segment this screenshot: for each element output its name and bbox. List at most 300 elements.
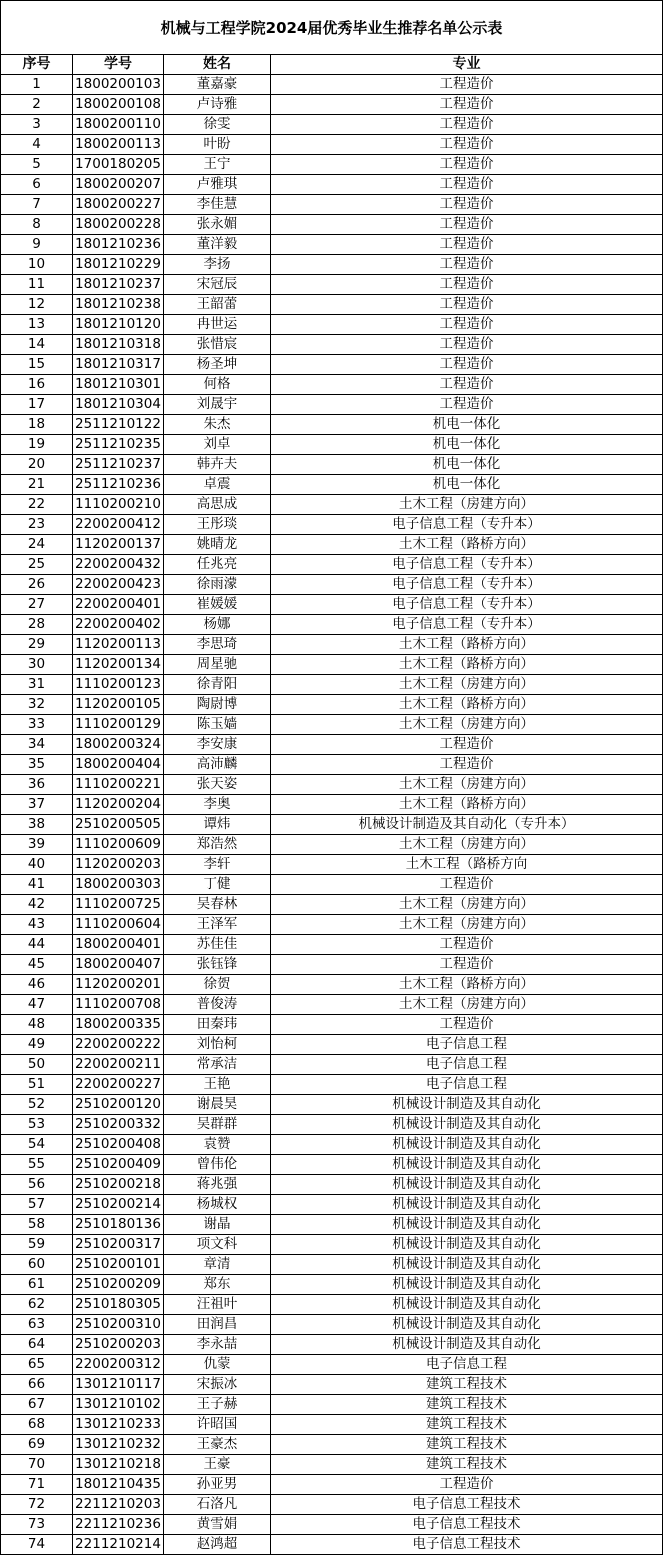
cell-major: 土木工程（路桥方向）: [271, 795, 663, 815]
cell-name: 高沛麟: [164, 755, 271, 775]
cell-student-id: 1801210301: [73, 375, 164, 395]
cell-student-id: 1800200110: [73, 115, 164, 135]
cell-index: 8: [1, 215, 73, 235]
cell-student-id: 1301210232: [73, 1435, 164, 1455]
cell-index: 46: [1, 975, 73, 995]
table-row: [1, 955, 663, 975]
cell-index: 54: [1, 1135, 73, 1155]
cell-major: 电子信息工程技术: [271, 1535, 663, 1555]
cell-major: 工程造价: [271, 275, 663, 295]
cell-index: 6: [1, 175, 73, 195]
cell-name: 冉世运: [164, 315, 271, 335]
cell-major: 土木工程（路桥方向）: [271, 655, 663, 675]
table-row: [1, 855, 663, 875]
cell-index: 4: [1, 135, 73, 155]
cell-name: 陶尉博: [164, 695, 271, 715]
table-row: [1, 535, 663, 555]
table-row: [1, 1015, 663, 1035]
cell-major: 机械设计制造及其自动化: [271, 1135, 663, 1155]
table-row: [1, 975, 663, 995]
cell-name: 谭炜: [164, 815, 271, 835]
cell-index: 5: [1, 155, 73, 175]
cell-name: 张惜宸: [164, 335, 271, 355]
cell-student-id: 1120200201: [73, 975, 164, 995]
cell-major: 机械设计制造及其自动化: [271, 1215, 663, 1235]
cell-name: 王泽军: [164, 915, 271, 935]
cell-name: 田润昌: [164, 1315, 271, 1335]
table-row: [1, 1235, 663, 1255]
header-row: [1, 55, 663, 75]
cell-student-id: 1800200404: [73, 755, 164, 775]
cell-index: 53: [1, 1115, 73, 1135]
table-row: [1, 1075, 663, 1095]
cell-name: 张天姿: [164, 775, 271, 795]
cell-student-id: 2510200409: [73, 1155, 164, 1175]
cell-index: 35: [1, 755, 73, 775]
table-row: [1, 1035, 663, 1055]
table-row: [1, 175, 663, 195]
cell-student-id: 1110200708: [73, 995, 164, 1015]
cell-name: 宋冠辰: [164, 275, 271, 295]
cell-name: 韩卉夫: [164, 455, 271, 475]
cell-index: 65: [1, 1355, 73, 1375]
cell-major: 机械设计制造及其自动化: [271, 1275, 663, 1295]
cell-student-id: 1301210218: [73, 1455, 164, 1475]
cell-student-id: 1800200108: [73, 95, 164, 115]
table-row: [1, 1335, 663, 1355]
cell-student-id: 2510200505: [73, 815, 164, 835]
cell-name: 杨城权: [164, 1195, 271, 1215]
cell-student-id: 1801210435: [73, 1475, 164, 1495]
cell-name: 黄雪娟: [164, 1515, 271, 1535]
table-row: [1, 275, 663, 295]
cell-index: 32: [1, 695, 73, 715]
cell-student-id: 2510200218: [73, 1175, 164, 1195]
table-row: [1, 1375, 663, 1395]
cell-student-id: 2211210236: [73, 1515, 164, 1535]
cell-index: 56: [1, 1175, 73, 1195]
cell-index: 55: [1, 1155, 73, 1175]
table-row: [1, 815, 663, 835]
cell-index: 68: [1, 1415, 73, 1435]
cell-student-id: 1301210117: [73, 1375, 164, 1395]
cell-name: 王韶蕾: [164, 295, 271, 315]
table-row: [1, 135, 663, 155]
cell-major: 电子信息工程: [271, 1035, 663, 1055]
cell-name: 田秦玮: [164, 1015, 271, 1035]
column-header-student-id: 学号: [73, 55, 164, 75]
cell-major: 建筑工程技术: [271, 1375, 663, 1395]
title-row: [1, 1, 663, 55]
cell-name: 徐青阳: [164, 675, 271, 695]
table-row: [1, 995, 663, 1015]
cell-name: 李佳慧: [164, 195, 271, 215]
cell-major: 机械设计制造及其自动化: [271, 1195, 663, 1215]
table-row: [1, 255, 663, 275]
cell-student-id: 1110200210: [73, 495, 164, 515]
cell-major: 机械设计制造及其自动化（专升本）: [271, 815, 663, 835]
cell-index: 58: [1, 1215, 73, 1235]
cell-index: 73: [1, 1515, 73, 1535]
cell-major: 电子信息工程（专升本）: [271, 615, 663, 635]
table-row: [1, 755, 663, 775]
column-header-index: 序号: [1, 55, 73, 75]
table-row: [1, 1355, 663, 1375]
cell-student-id: 2511210122: [73, 415, 164, 435]
table-row: [1, 575, 663, 595]
cell-major: 机械设计制造及其自动化: [271, 1255, 663, 1275]
cell-major: 建筑工程技术: [271, 1395, 663, 1415]
cell-name: 叶盼: [164, 135, 271, 155]
cell-name: 王彤琰: [164, 515, 271, 535]
cell-major: 工程造价: [271, 135, 663, 155]
cell-name: 王宁: [164, 155, 271, 175]
cell-name: 丁健: [164, 875, 271, 895]
cell-student-id: 1801210317: [73, 355, 164, 375]
cell-index: 23: [1, 515, 73, 535]
cell-name: 卓震: [164, 475, 271, 495]
cell-major: 工程造价: [271, 375, 663, 395]
cell-index: 27: [1, 595, 73, 615]
cell-major: 建筑工程技术: [271, 1415, 663, 1435]
cell-major: 工程造价: [271, 395, 663, 415]
cell-major: 土木工程（路桥方向）: [271, 695, 663, 715]
cell-major: 工程造价: [271, 1015, 663, 1035]
cell-name: 徐贺: [164, 975, 271, 995]
cell-name: 周星驰: [164, 655, 271, 675]
cell-index: 71: [1, 1475, 73, 1495]
cell-major: 土木工程（房建方向）: [271, 775, 663, 795]
cell-index: 24: [1, 535, 73, 555]
table-row: [1, 635, 663, 655]
table-row: [1, 215, 663, 235]
table-row: [1, 835, 663, 855]
column-header-name: 姓名: [164, 55, 271, 75]
cell-major: 土木工程（路桥方向）: [271, 635, 663, 655]
cell-index: 44: [1, 935, 73, 955]
cell-index: 25: [1, 555, 73, 575]
cell-name: 李奥: [164, 795, 271, 815]
cell-student-id: 1800200228: [73, 215, 164, 235]
table-row: [1, 595, 663, 615]
cell-name: 李永喆: [164, 1335, 271, 1355]
cell-index: 16: [1, 375, 73, 395]
cell-student-id: 2511210235: [73, 435, 164, 455]
cell-name: 郑东: [164, 1275, 271, 1295]
table-row: [1, 695, 663, 715]
table-row: [1, 435, 663, 455]
cell-major: 机械设计制造及其自动化: [271, 1335, 663, 1355]
cell-major: 机电一体化: [271, 455, 663, 475]
cell-student-id: 1120200203: [73, 855, 164, 875]
cell-student-id: 1801210236: [73, 235, 164, 255]
cell-index: 43: [1, 915, 73, 935]
cell-name: 卢雅琪: [164, 175, 271, 195]
cell-index: 11: [1, 275, 73, 295]
cell-index: 63: [1, 1315, 73, 1335]
cell-name: 王豪: [164, 1455, 271, 1475]
cell-index: 45: [1, 955, 73, 975]
cell-index: 18: [1, 415, 73, 435]
cell-index: 15: [1, 355, 73, 375]
cell-name: 仇蒙: [164, 1355, 271, 1375]
cell-major: 工程造价: [271, 255, 663, 275]
cell-student-id: 1110200609: [73, 835, 164, 855]
table-row: [1, 555, 663, 575]
cell-name: 王豪杰: [164, 1435, 271, 1455]
cell-major: 工程造价: [271, 755, 663, 775]
cell-student-id: 2510200120: [73, 1095, 164, 1115]
table-row: [1, 1215, 663, 1235]
table-row: [1, 1275, 663, 1295]
cell-name: 杨圣坤: [164, 355, 271, 375]
cell-index: 47: [1, 995, 73, 1015]
table-row: [1, 1415, 663, 1435]
cell-student-id: 2510200101: [73, 1255, 164, 1275]
cell-name: 汪祖叶: [164, 1295, 271, 1315]
cell-index: 7: [1, 195, 73, 215]
cell-name: 石洛凡: [164, 1495, 271, 1515]
cell-name: 赵鸿超: [164, 1535, 271, 1555]
cell-major: 机械设计制造及其自动化: [271, 1155, 663, 1175]
cell-major: 工程造价: [271, 735, 663, 755]
cell-student-id: 1800200227: [73, 195, 164, 215]
cell-student-id: 2510200203: [73, 1335, 164, 1355]
cell-major: 工程造价: [271, 875, 663, 895]
table-row: [1, 475, 663, 495]
cell-student-id: 1801210120: [73, 315, 164, 335]
cell-name: 吴春林: [164, 895, 271, 915]
cell-index: 39: [1, 835, 73, 855]
cell-name: 常承洁: [164, 1055, 271, 1075]
table-row: [1, 115, 663, 135]
cell-student-id: 1120200134: [73, 655, 164, 675]
cell-student-id: 2510200408: [73, 1135, 164, 1155]
table-row: [1, 415, 663, 435]
cell-index: 19: [1, 435, 73, 455]
cell-major: 工程造价: [271, 175, 663, 195]
cell-index: 10: [1, 255, 73, 275]
cell-major: 工程造价: [271, 115, 663, 135]
table-row: [1, 1255, 663, 1275]
cell-name: 苏佳佳: [164, 935, 271, 955]
cell-student-id: 1301210233: [73, 1415, 164, 1435]
cell-name: 李扬: [164, 255, 271, 275]
cell-index: 67: [1, 1395, 73, 1415]
table-row: [1, 1295, 663, 1315]
table-row: [1, 1535, 663, 1555]
cell-name: 王子赫: [164, 1395, 271, 1415]
cell-student-id: 1801210229: [73, 255, 164, 275]
cell-index: 29: [1, 635, 73, 655]
cell-major: 电子信息工程: [271, 1075, 663, 1095]
cell-major: 土木工程（房建方向）: [271, 995, 663, 1015]
cell-name: 谢晶: [164, 1215, 271, 1235]
cell-major: 机电一体化: [271, 415, 663, 435]
cell-major: 工程造价: [271, 95, 663, 115]
cell-index: 26: [1, 575, 73, 595]
cell-major: 电子信息工程（专升本）: [271, 555, 663, 575]
cell-student-id: 1120200113: [73, 635, 164, 655]
cell-index: 9: [1, 235, 73, 255]
table-row: [1, 355, 663, 375]
cell-major: 电子信息工程: [271, 1055, 663, 1075]
cell-major: 电子信息工程技术: [271, 1495, 663, 1515]
table-row: [1, 655, 663, 675]
cell-student-id: 1800200407: [73, 955, 164, 975]
table-row: [1, 1495, 663, 1515]
cell-index: 2: [1, 95, 73, 115]
cell-name: 崔媛媛: [164, 595, 271, 615]
table-row: [1, 195, 663, 215]
table-row: [1, 615, 663, 635]
table-row: [1, 775, 663, 795]
cell-student-id: 1800200207: [73, 175, 164, 195]
table-row: [1, 935, 663, 955]
cell-major: 机电一体化: [271, 435, 663, 455]
cell-major: 土木工程（房建方向）: [271, 495, 663, 515]
cell-index: 30: [1, 655, 73, 675]
table-row: [1, 1095, 663, 1115]
table-row: [1, 1195, 663, 1215]
cell-major: 电子信息工程（专升本）: [271, 515, 663, 535]
table-row: [1, 795, 663, 815]
cell-name: 孙亚男: [164, 1475, 271, 1495]
cell-student-id: 2200200312: [73, 1355, 164, 1375]
cell-student-id: 2211210214: [73, 1535, 164, 1555]
cell-major: 土木工程（路桥方向）: [271, 535, 663, 555]
cell-student-id: 1120200105: [73, 695, 164, 715]
table-row: [1, 1155, 663, 1175]
cell-student-id: 2511210236: [73, 475, 164, 495]
cell-major: 机械设计制造及其自动化: [271, 1115, 663, 1135]
cell-student-id: 2200200227: [73, 1075, 164, 1095]
cell-major: 土木工程（房建方向）: [271, 895, 663, 915]
cell-name: 李轩: [164, 855, 271, 875]
cell-name: 郑浩然: [164, 835, 271, 855]
cell-student-id: 1800200335: [73, 1015, 164, 1035]
cell-index: 62: [1, 1295, 73, 1315]
cell-name: 姚晴龙: [164, 535, 271, 555]
table-row: [1, 515, 663, 535]
cell-major: 工程造价: [271, 195, 663, 215]
cell-major: 工程造价: [271, 295, 663, 315]
cell-student-id: 2510200332: [73, 1115, 164, 1135]
cell-name: 任兆亮: [164, 555, 271, 575]
cell-student-id: 2211210203: [73, 1495, 164, 1515]
cell-student-id: 1801210318: [73, 335, 164, 355]
cell-index: 31: [1, 675, 73, 695]
cell-student-id: 1800200401: [73, 935, 164, 955]
cell-student-id: 2511210237: [73, 455, 164, 475]
table-row: [1, 1515, 663, 1535]
cell-student-id: 2200200211: [73, 1055, 164, 1075]
page-title: 机械与工程学院2024届优秀毕业生推荐名单公示表: [1, 1, 663, 55]
cell-student-id: 2200200412: [73, 515, 164, 535]
cell-index: 41: [1, 875, 73, 895]
cell-student-id: 1801210304: [73, 395, 164, 415]
cell-name: 刘晟宇: [164, 395, 271, 415]
cell-name: 徐雨濛: [164, 575, 271, 595]
cell-major: 机械设计制造及其自动化: [271, 1095, 663, 1115]
cell-student-id: 1700180205: [73, 155, 164, 175]
cell-student-id: 1120200137: [73, 535, 164, 555]
cell-student-id: 1801210238: [73, 295, 164, 315]
cell-name: 项文科: [164, 1235, 271, 1255]
cell-student-id: 2200200222: [73, 1035, 164, 1055]
cell-student-id: 2200200401: [73, 595, 164, 615]
cell-name: 朱杰: [164, 415, 271, 435]
cell-index: 13: [1, 315, 73, 335]
cell-major: 工程造价: [271, 935, 663, 955]
cell-student-id: 1800200113: [73, 135, 164, 155]
cell-index: 1: [1, 75, 73, 95]
cell-index: 42: [1, 895, 73, 915]
cell-major: 工程造价: [271, 235, 663, 255]
cell-major: 工程造价: [271, 355, 663, 375]
cell-name: 普俊涛: [164, 995, 271, 1015]
table-row: [1, 1055, 663, 1075]
table-body: [1, 75, 663, 1555]
cell-index: 17: [1, 395, 73, 415]
cell-name: 刘怡柯: [164, 1035, 271, 1055]
table-row: [1, 95, 663, 115]
column-header-major: 专业: [271, 55, 663, 75]
cell-major: 工程造价: [271, 955, 663, 975]
cell-index: 49: [1, 1035, 73, 1055]
cell-major: 土木工程（房建方向）: [271, 835, 663, 855]
cell-major: 电子信息工程（专升本）: [271, 575, 663, 595]
cell-major: 工程造价: [271, 1475, 663, 1495]
table-row: [1, 875, 663, 895]
cell-name: 吴群群: [164, 1115, 271, 1135]
cell-name: 宋振冰: [164, 1375, 271, 1395]
cell-student-id: 1110200604: [73, 915, 164, 935]
table-row: [1, 75, 663, 95]
cell-major: 机械设计制造及其自动化: [271, 1235, 663, 1255]
cell-index: 57: [1, 1195, 73, 1215]
cell-major: 机械设计制造及其自动化: [271, 1295, 663, 1315]
cell-index: 61: [1, 1275, 73, 1295]
cell-name: 董洋毅: [164, 235, 271, 255]
table-row: [1, 715, 663, 735]
cell-major: 建筑工程技术: [271, 1455, 663, 1475]
cell-student-id: 1800200103: [73, 75, 164, 95]
cell-student-id: 2200200402: [73, 615, 164, 635]
cell-major: 工程造价: [271, 155, 663, 175]
cell-index: 70: [1, 1455, 73, 1475]
cell-index: 51: [1, 1075, 73, 1095]
cell-index: 14: [1, 335, 73, 355]
table-row: [1, 1175, 663, 1195]
cell-major: 机械设计制造及其自动化: [271, 1315, 663, 1335]
cell-student-id: 1110200725: [73, 895, 164, 915]
cell-name: 曾伟伦: [164, 1155, 271, 1175]
cell-name: 张永媚: [164, 215, 271, 235]
cell-major: 土木工程（路桥方向）: [271, 975, 663, 995]
cell-name: 何格: [164, 375, 271, 395]
cell-index: 33: [1, 715, 73, 735]
cell-index: 48: [1, 1015, 73, 1035]
table-row: [1, 375, 663, 395]
cell-name: 章清: [164, 1255, 271, 1275]
cell-major: 工程造价: [271, 75, 663, 95]
cell-index: 50: [1, 1055, 73, 1075]
cell-major: 土木工程（房建方向）: [271, 715, 663, 735]
cell-student-id: 1800200324: [73, 735, 164, 755]
cell-student-id: 1110200123: [73, 675, 164, 695]
cell-major: 工程造价: [271, 215, 663, 235]
